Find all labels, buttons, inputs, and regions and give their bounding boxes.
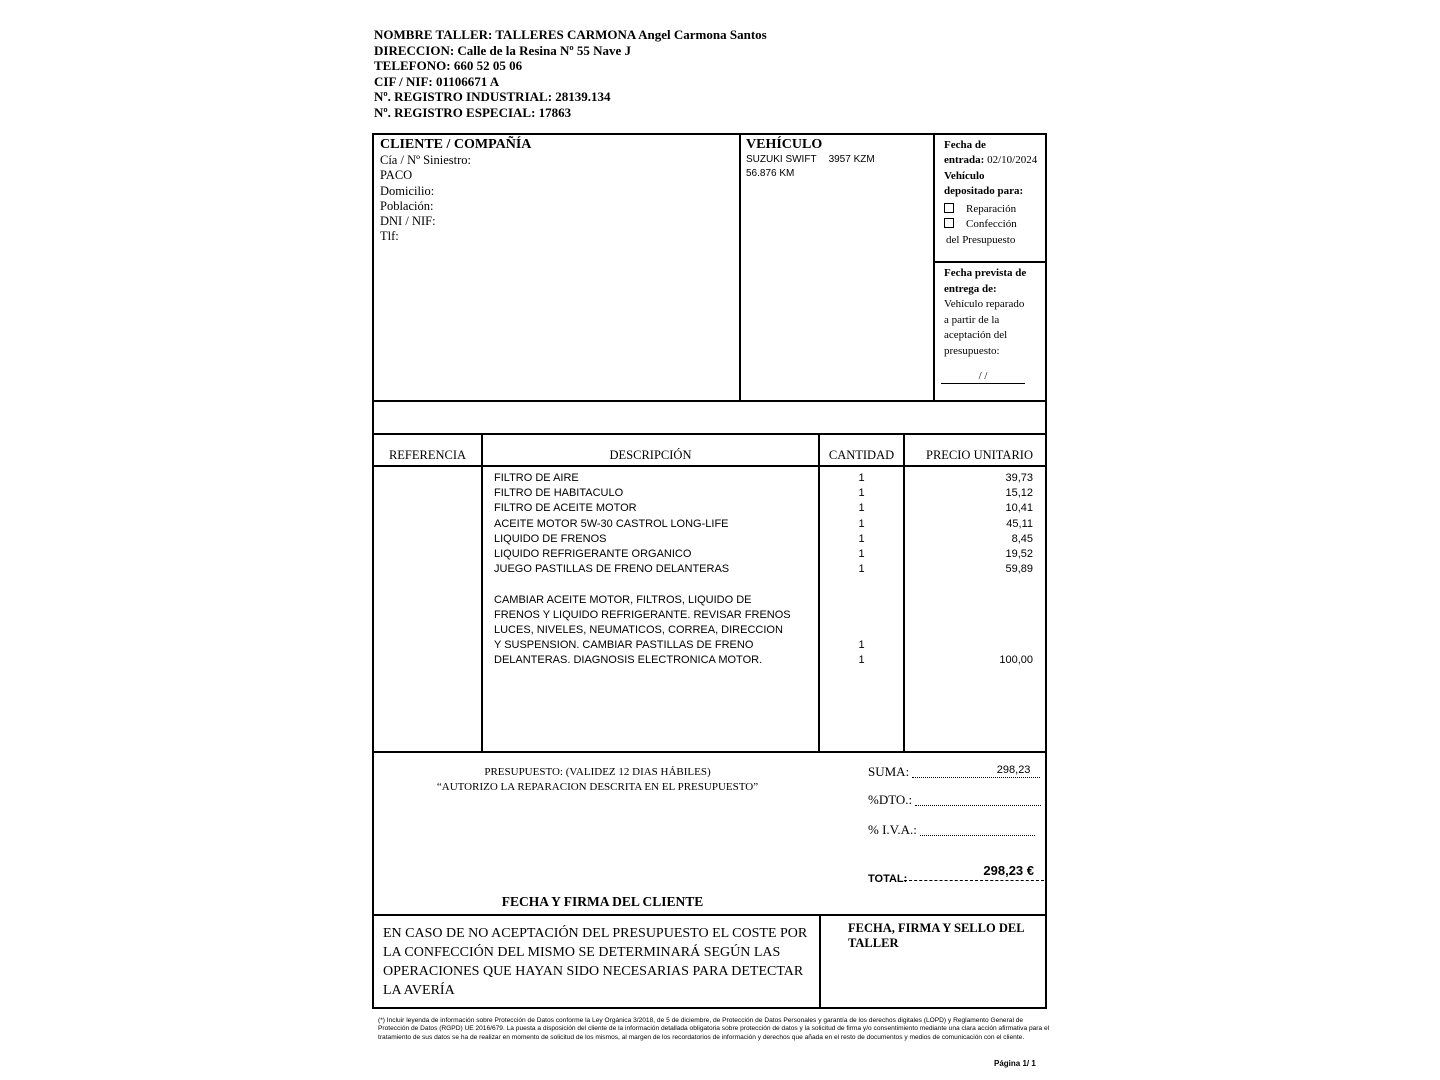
labor-line: CAMBIAR ACEITE MOTOR, FILTROS, LIQUIDO DE bbox=[494, 593, 752, 606]
quantity-column bbox=[820, 471, 903, 669]
reparacion-label: Reparación bbox=[966, 203, 1017, 216]
labor-price: 100,00 bbox=[999, 654, 1033, 667]
workshop-special-registry: Nº. REGISTRO ESPECIAL: 17863 bbox=[374, 104, 572, 120]
workshop-address: DIRECCION: Calle de la Resina Nº 55 Nave J bbox=[374, 42, 632, 58]
dto-row bbox=[868, 792, 1041, 808]
vehicle-box bbox=[746, 137, 875, 181]
suma-value: 298,23 bbox=[996, 764, 1031, 776]
total-label: TOTAL: bbox=[868, 873, 908, 885]
workshop-industrial-registry: Nº. REGISTRO INDUSTRIAL: 28139.134 bbox=[374, 89, 611, 104]
vehicle-km: 56.876 KM bbox=[746, 168, 795, 179]
table-row-price: 19,52 bbox=[1005, 548, 1033, 561]
client-poblacion-label: Población: bbox=[380, 198, 434, 213]
table-row-qty: 1 bbox=[858, 563, 865, 576]
budget-validity: PRESUPUESTO: (VALIDEZ 12 DIAS HÁBILES) bbox=[484, 766, 711, 778]
table-row-qty: 1 bbox=[858, 487, 865, 500]
table-row-qty: 1 bbox=[858, 532, 865, 545]
delivery-label: Fecha prevista de bbox=[944, 267, 1027, 279]
divider-table-header bbox=[372, 465, 1047, 467]
vehicle-title: VEHÍCULO bbox=[746, 137, 823, 152]
budget-validity-block bbox=[375, 765, 820, 795]
delivery-date-field[interactable]: / / bbox=[941, 370, 1025, 384]
labor-line: Y SUSPENSION. CAMBIAR PASTILLAS DE FRENO bbox=[494, 639, 754, 652]
col-header-precio: PRECIO UNITARIO bbox=[926, 448, 1033, 462]
dto-dots bbox=[915, 805, 1041, 806]
delivery-text-3: aceptación del bbox=[944, 329, 1008, 341]
vehicle-plate: 3957 KZM bbox=[828, 154, 875, 165]
divider-table-top bbox=[372, 433, 1047, 435]
table-row-desc: ACEITE MOTOR 5W-30 CASTROL LONG-LIFE bbox=[494, 517, 729, 530]
description-column bbox=[494, 471, 814, 669]
deposit-label: Vehículo bbox=[944, 169, 985, 182]
divider-ref-desc bbox=[481, 433, 483, 752]
entry-date-label-2: entrada: bbox=[944, 154, 985, 167]
confeccion-checkbox[interactable] bbox=[944, 218, 954, 228]
delivery-label-2: entrega de: bbox=[944, 282, 997, 295]
entry-date-label: Fecha de bbox=[944, 139, 986, 151]
vehicle-model: SUZUKI SWIFT bbox=[746, 154, 817, 165]
divider-top-section bbox=[372, 400, 1047, 402]
price-column bbox=[905, 471, 1033, 669]
table-row-qty: 1 bbox=[858, 548, 865, 561]
table-row-qty: 1 bbox=[858, 517, 865, 530]
divider-vehicle-side bbox=[933, 133, 935, 401]
entry-box bbox=[944, 138, 1046, 248]
workshop-signature-label: FECHA, FIRMA Y SELLO DEL TALLER bbox=[848, 921, 1024, 950]
iva-dots bbox=[920, 835, 1035, 836]
table-row-desc: FILTRO DE AIRE bbox=[494, 472, 579, 484]
col-header-referencia: REFERENCIA bbox=[388, 448, 467, 462]
table-row-desc: LIQUIDO DE FRENOS bbox=[494, 532, 607, 545]
iva-label: % I.V.A.: bbox=[868, 822, 917, 837]
presupuesto-label: del Presupuesto bbox=[946, 233, 1016, 246]
confeccion-label: Confección bbox=[966, 218, 1017, 231]
total-line bbox=[904, 880, 1044, 881]
client-cia-label: Cía / Nº Siniestro: bbox=[380, 153, 472, 167]
client-title: CLIENTE / COMPAÑÍA bbox=[380, 137, 532, 152]
table-row-price: 59,89 bbox=[1005, 563, 1033, 576]
workshop-phone: TELEFONO: 660 52 05 06 bbox=[374, 58, 523, 73]
labor-qty: 1 bbox=[858, 654, 865, 667]
page-number: Página 1/ 1 bbox=[994, 1059, 1036, 1068]
divider-table-bottom bbox=[372, 751, 1047, 753]
suma-dots bbox=[912, 764, 1040, 778]
client-box bbox=[380, 137, 531, 245]
data-protection-legal-text: (*) Incluir leyenda de información sobre Protección de Datos conforme la Ley Orgánica 3/2018, de 5 de diciembre, de Protección de Datos Personales y garantía de los derechos digitales (LOPD) y Reglamento General de Protección de Datos (RGPD) UE 2016/679. La puesta a disposición del cliente de la información detallada obligatoria sobre protección de datos y la solicitud de firma y/o consentimiento mediante una clara acción afirmativa para el tratamiento de sus datos se ha de realizar en momento de solicitud de los mismos, al margen de los recordatorios de información y derechos que añada en el resto de documentos y medios de comunicación con el cliente. bbox=[378, 1017, 1050, 1041]
delivery-text-2: a partir de la bbox=[944, 313, 1000, 326]
workshop-name: NOMBRE TALLER: TALLERES CARMONA Angel Carmona Santos bbox=[374, 27, 767, 42]
table-row-qty: 1 bbox=[858, 502, 865, 515]
divider-side-boxes bbox=[934, 261, 1047, 263]
non-acceptance-notice: EN CASO DE NO ACEPTACIÓN DEL PRESUPUESTO EL COSTE POR LA CONFECCIÓN DEL MISMO SE DETERMINARÁ SEGÚN LAS OPERACIONES QUE HAYAN SIDO NECESARIAS PARA DETECTAR LA AVERÍA bbox=[383, 926, 808, 998]
workshop-header bbox=[374, 27, 767, 120]
labor-line: FRENOS Y LIQUIDO REFRIGERANTE. REVISAR FRENOS bbox=[494, 608, 791, 621]
delivery-text-4: presupuesto: bbox=[944, 344, 1000, 357]
table-row-price: 45,11 bbox=[1006, 517, 1033, 530]
table-row-desc: FILTRO DE ACEITE MOTOR bbox=[494, 502, 637, 515]
client-domicilio-label: Domicilio: bbox=[380, 183, 435, 198]
table-row-price: 15,12 bbox=[1005, 487, 1033, 500]
labor-line: LUCES, NIVELES, NEUMATICOS, CORREA, DIRECCION bbox=[494, 624, 783, 637]
table-row-desc: FILTRO DE HABITACULO bbox=[494, 487, 624, 500]
table-row-qty: 1 bbox=[858, 472, 865, 484]
client-name: PACO bbox=[380, 168, 413, 183]
divider-footer bbox=[372, 914, 1047, 916]
table-row-price: 10,41 bbox=[1005, 502, 1033, 515]
table-row-price: 8,45 bbox=[1011, 532, 1033, 545]
table-row-price: 39,73 bbox=[1005, 472, 1033, 484]
client-dni-label: DNI / NIF: bbox=[380, 214, 436, 229]
labor-qty: 1 bbox=[858, 639, 865, 652]
suma-label: SUMA: bbox=[868, 764, 910, 779]
col-header-descripcion: DESCRIPCIÓN bbox=[609, 448, 692, 462]
suma-row bbox=[868, 764, 1040, 780]
divider-footer-columns bbox=[819, 914, 821, 1009]
iva-row bbox=[868, 822, 1035, 838]
entry-date-value: 02/10/2024 bbox=[987, 154, 1038, 167]
labor-line: DELANTERAS. DIAGNOSIS ELECTRONICA MOTOR. bbox=[494, 654, 763, 667]
total-value: 298,23 € bbox=[983, 863, 1034, 878]
budget-authorize: “AUTORIZO LA REPARACION DESCRITA EN EL PRESUPUESTO” bbox=[436, 781, 759, 793]
dto-label: %DTO.: bbox=[868, 792, 913, 807]
client-tlf-label: Tlf: bbox=[380, 229, 399, 244]
divider-client-vehicle bbox=[739, 133, 741, 401]
table-row-desc: JUEGO PASTILLAS DE FRENO DELANTERAS bbox=[494, 563, 730, 576]
reparacion-checkbox[interactable] bbox=[944, 203, 954, 213]
workshop-cif: CIF / NIF: 01106671 A bbox=[374, 73, 500, 89]
delivery-box bbox=[944, 266, 1044, 359]
client-signature-label: FECHA Y FIRMA DEL CLIENTE bbox=[501, 894, 704, 909]
deposit-label-2: depositado para: bbox=[944, 184, 1024, 197]
delivery-text-1: Vehículo reparado bbox=[944, 298, 1025, 310]
col-header-cantidad: CANTIDAD bbox=[828, 448, 895, 462]
table-row-desc: LIQUIDO REFRIGERANTE ORGANICO bbox=[494, 548, 692, 561]
